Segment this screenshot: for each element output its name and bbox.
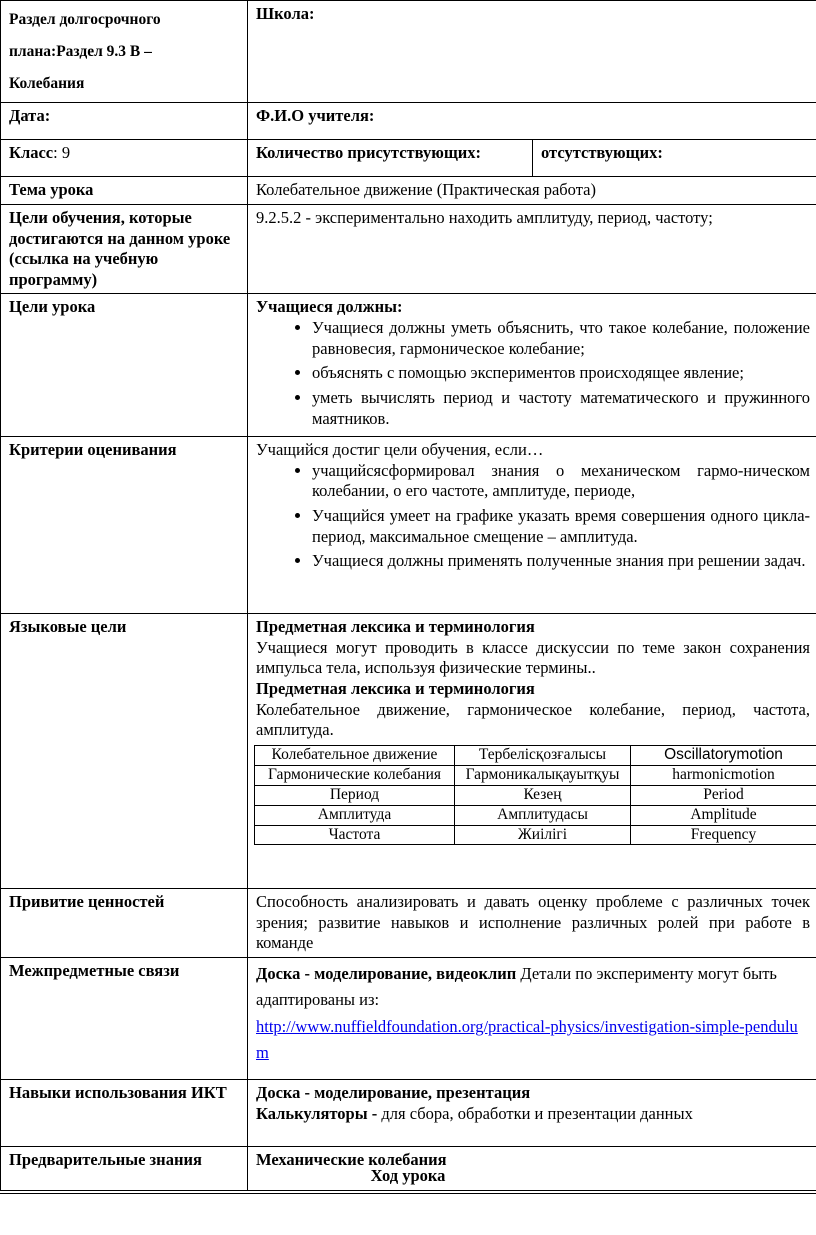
ict-line-2 [256,1104,810,1125]
criteria-label: Критерии оценивания [1,437,248,614]
vocab-kz: Гармоникалықауытқуы [455,765,631,785]
ict-label: Навыки использования ИКТ [1,1080,248,1147]
language-text-2: Колебательное движение, гармоническое колебание, период, частота, амплитуда. [256,699,811,740]
class-label: Класс [9,143,54,163]
school-label: Школа: [256,4,315,23]
section-cell [1,1,248,103]
vocab-ru: Период [255,785,455,805]
row-language [1,614,816,889]
language-label: Языковые цели [1,614,248,889]
ict-cell [248,1080,816,1147]
absent-cell [533,140,816,177]
criteria-list [256,461,810,572]
row-lesson-goals [1,294,816,437]
crosscurricular-label: Межпредметные связи [1,958,248,1080]
language-heading-1: Предметная лексика и терминология [256,617,535,637]
objectives-value: 9.2.5.2 - экспериментально находить амплитуду, период, частоту; [248,204,816,294]
topic-label: Тема урока [1,177,248,205]
school-cell [248,1,816,103]
language-text-1: Учащиеся могут проводить в классе дискуссии по теме закон сохранения импульса тела, используя физические термины.. [256,637,811,678]
vocab-en: Period [631,785,816,805]
criteria-intro: Учащийся достиг цели обучения, если… [256,440,544,460]
vocab-ru: Колебательное движение [255,745,455,765]
crosscurricular-cell [248,958,816,1080]
vocabulary-table [254,745,816,846]
prior-value: Механические колебания [248,1147,816,1191]
table-row [255,825,816,845]
row-crosscurricular [1,958,816,1080]
vocab-kz: Тербелісқозғалысы [455,745,631,765]
row-section [1,1,816,103]
table-row [255,745,816,765]
date-cell [1,103,248,140]
pendulum-link[interactable]: http://www.nuffieldfoundation.org/practical-physics/investigation-simple-pendulum [256,1016,798,1063]
row-date [1,103,816,140]
row-criteria [1,437,816,614]
prior-label: Предварительные знания [1,1147,248,1191]
class-value: : 9 [53,143,71,163]
lesson-goals-label: Цели урока [1,294,248,437]
vocab-ru: Амплитуда [255,805,455,825]
language-cell [248,614,816,889]
list-item: • объяснять с помощью экспериментов происходящее явление; [312,363,810,384]
list-item: • Учащиеся должны уметь объяснить, что такое колебание, положение равновесия, гармоническое колебание; [312,318,810,359]
divider [0,1193,816,1194]
section-label [9,4,239,99]
ict-line-1: Доска - моделирование, презентация [256,1083,531,1103]
vocab-en: Oscillatorymotion [631,745,816,765]
section-line-2: плана:Раздел 9.3 В – [9,42,152,60]
crosscurricular-bold: Доска - моделирование, видеоклип [256,964,517,984]
ict-line-2-bold: Калькуляторы - [256,1103,382,1123]
language-heading-2: Предметная лексика и терминология [256,679,535,699]
row-objectives [1,204,816,294]
list-item: • Учащийся умеет на графике указать время совершения одного цикла- период, максимальное смещение – амплитуда. [312,506,810,547]
teacher-cell [248,103,816,140]
absent-label: отсутствующих: [541,143,663,163]
vocab-kz: Амплитудасы [455,805,631,825]
table-row [255,785,816,805]
table-row [255,765,816,785]
lesson-goals-cell [248,294,816,437]
date-label: Дата: [9,106,51,126]
criteria-cell [248,437,816,614]
row-ict [1,1080,816,1147]
list-item: • учащийсясформировал знания о механическом гармо-ническом колебании, о его частоте, амплитуде, периоде, [312,461,810,502]
topic-value: Колебательное движение (Практическая работа) [248,177,816,205]
list-item: • уметь вычислять период и частоту математического и пружинного маятников. [312,388,810,429]
row-topic [1,177,816,205]
list-item: • Учащиеся должны применять полученные знания при решении задач. [312,551,810,572]
vocab-en: Frequency [631,825,816,845]
vocab-en: Amplitude [631,805,816,825]
vocab-ru: Гармонические колебания [255,765,455,785]
class-cell [1,140,248,177]
ict-line-2-text: для сбора, обработки и презентации данных [381,1103,693,1123]
row-values [1,889,816,958]
present-cell [248,140,533,177]
lesson-goals-heading: Учащиеся должны: [256,297,403,317]
vocab-kz: Кезең [455,785,631,805]
lesson-progress-title: Ход урока [370,1166,446,1185]
lesson-goals-list [256,318,810,429]
table-row [255,805,816,825]
section-line-3: Колебания [9,74,85,92]
section-line-1: Раздел долгосрочного [9,11,161,28]
values-label: Привитие ценностей [1,889,248,958]
objectives-label: Цели обучения, которые достигаются на данном уроке (ссылка на учебную программу) [1,204,248,294]
present-label: Количество присутствующих: [256,143,482,163]
vocab-en: harmonicmotion [631,765,816,785]
vocab-ru: Частота [255,825,455,845]
row-class [1,140,816,177]
vocab-kz: Жиілігі [455,825,631,845]
teacher-label: Ф.И.О учителя: [256,106,375,126]
values-text: Способность анализировать и давать оценку проблеме с различных точек зрения; развитие навыков и исполнение различных ролей при работе в команде [248,889,816,958]
crosscurricular-text: Детали по эксперименту могут быть адаптированы из: [256,964,777,1010]
